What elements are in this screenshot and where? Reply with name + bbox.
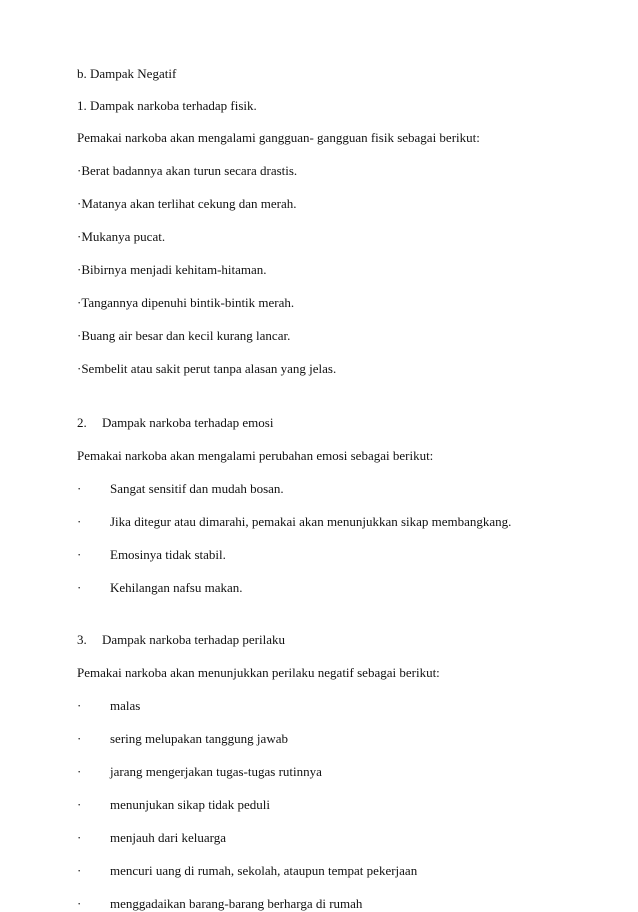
section1-item-1: ·Berat badannya akan turun secara drastis. xyxy=(77,163,298,178)
bullet-icon: · xyxy=(77,698,82,713)
bullet-icon: · xyxy=(77,896,82,911)
bullet-icon: · xyxy=(77,481,82,496)
section2-item-2: Jika ditegur atau dimarahi, pemakai akan menunjukkan sikap membangkang. xyxy=(110,514,512,529)
bullet-icon: · xyxy=(77,863,82,878)
section2-title: Dampak narkoba terhadap emosi xyxy=(102,415,274,430)
bullet-icon: · xyxy=(77,797,82,812)
section3-item-3: jarang mengerjakan tugas-tugas rutinnya xyxy=(110,764,322,779)
section3-title: Dampak narkoba terhadap perilaku xyxy=(102,632,286,647)
section3-item-2: sering melupakan tanggung jawab xyxy=(110,731,288,746)
section2-item-4: Kehilangan nafsu makan. xyxy=(110,580,243,595)
section2-item-3: Emosinya tidak stabil. xyxy=(110,547,226,562)
section2-intro: Pemakai narkoba akan mengalami perubahan emosi sebagai berikut: xyxy=(77,448,434,463)
section3-item-5: menjauh dari keluarga xyxy=(110,830,226,845)
section3-item-6: mencuri uang di rumah, sekolah, ataupun tempat pekerjaan xyxy=(110,863,418,878)
section1-item-3: ·Mukanya pucat. xyxy=(77,229,166,244)
section1-item-6: ·Buang air besar dan kecil kurang lancar. xyxy=(77,328,291,343)
bullet-icon: · xyxy=(77,764,82,779)
bullet-icon: · xyxy=(77,580,82,595)
bullet-icon: · xyxy=(77,731,82,746)
section-heading: b. Dampak Negatif xyxy=(77,66,177,81)
section3-item-1: malas xyxy=(110,698,141,713)
section3-intro: Pemakai narkoba akan menunjukkan perilaku negatif sebagai berikut: xyxy=(77,665,440,680)
section1-intro: Pemakai narkoba akan mengalami gangguan- gangguan fisik sebagai berikut: xyxy=(77,130,480,145)
bullet-icon: · xyxy=(77,830,82,845)
section3-number: 3. xyxy=(77,632,87,647)
section3-item-4: menunjukan sikap tidak peduli xyxy=(110,797,270,812)
section3-item-7: menggadaikan barang-barang berharga di rumah xyxy=(110,896,363,911)
section1-item-7: ·Sembelit atau sakit perut tanpa alasan yang jelas. xyxy=(77,361,337,376)
bullet-icon: · xyxy=(77,547,82,562)
section1-item-5: ·Tangannya dipenuhi bintik-bintik merah. xyxy=(77,295,295,310)
section1-title: 1. Dampak narkoba terhadap fisik. xyxy=(77,98,257,113)
document-page xyxy=(77,0,617,911)
section2-item-1: Sangat sensitif dan mudah bosan. xyxy=(110,481,284,496)
section1-item-4: ·Bibirnya menjadi kehitam-hitaman. xyxy=(77,262,267,277)
bullet-icon: · xyxy=(77,514,82,529)
section2-number: 2. xyxy=(77,415,87,430)
section1-item-2: ·Matanya akan terlihat cekung dan merah. xyxy=(77,196,297,211)
